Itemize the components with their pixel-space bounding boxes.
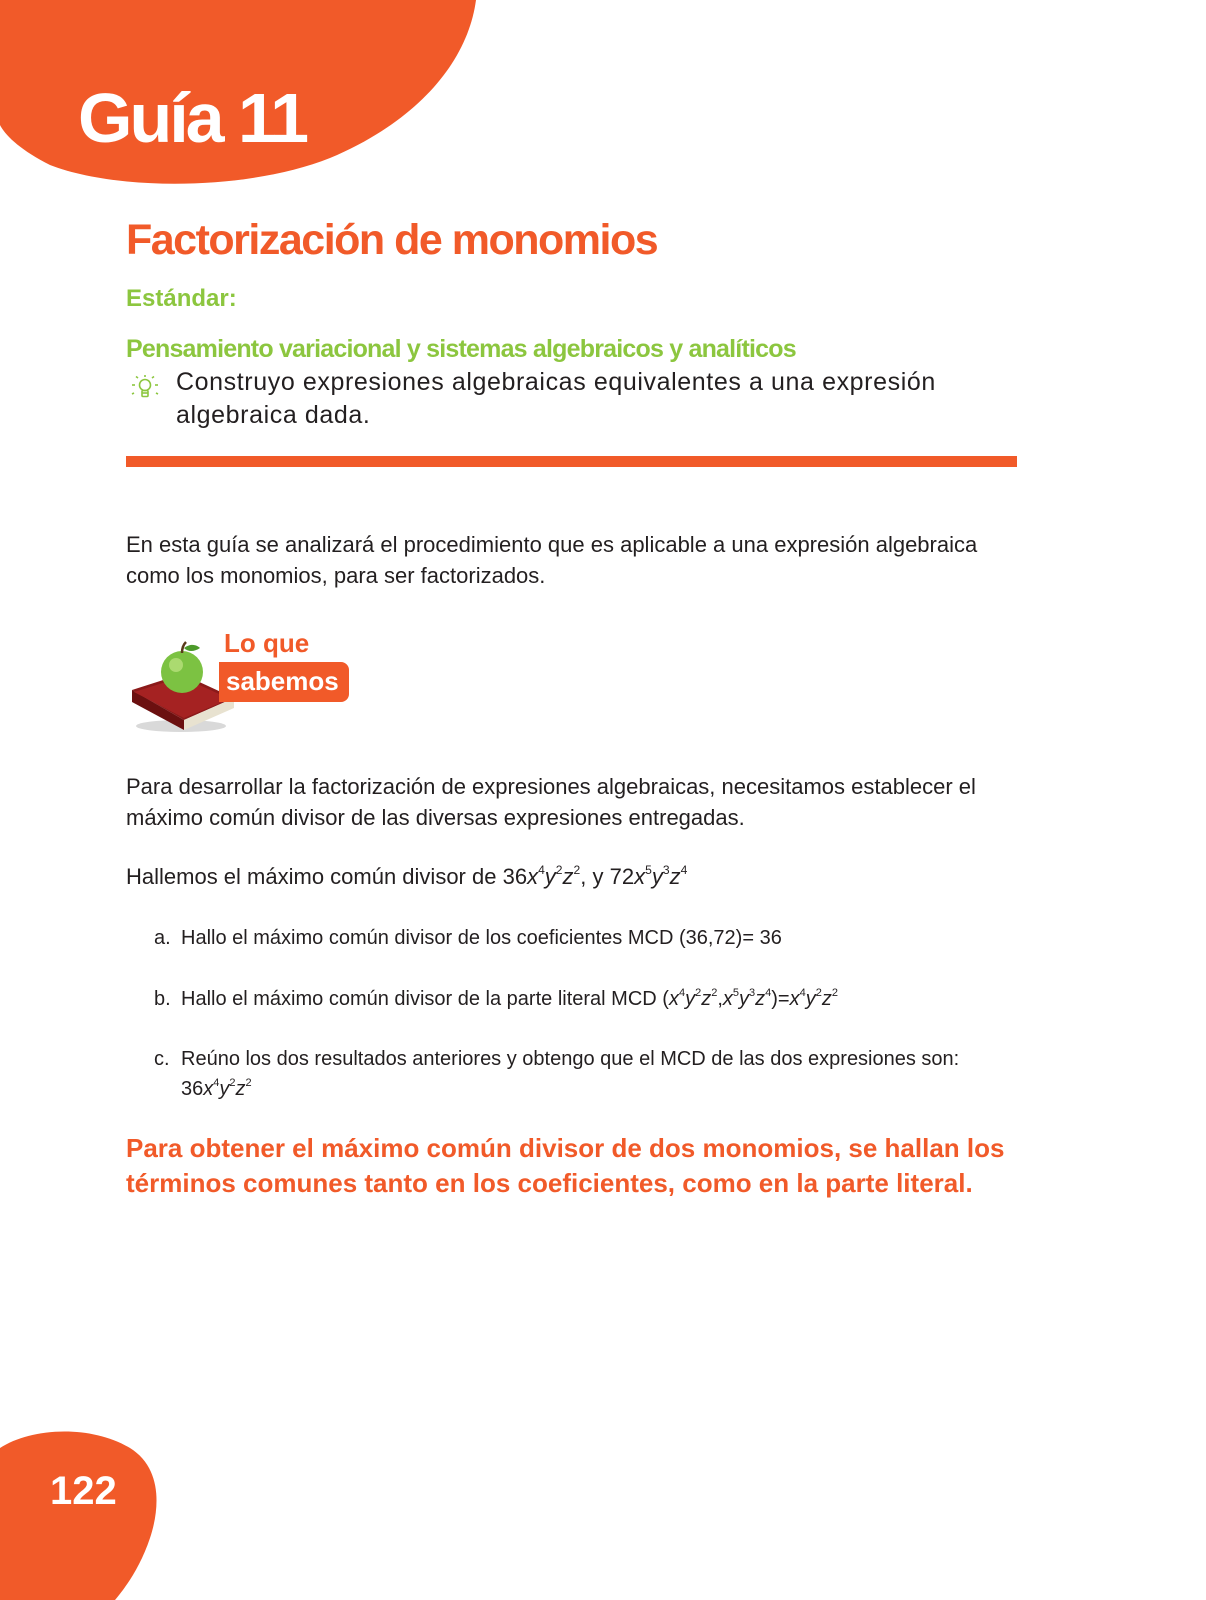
guide-label: Guía 11 (78, 79, 307, 157)
item-a-text: Hallo el máximo común divisor de los coeficientes MCD (36,72)= 36 (181, 927, 782, 949)
example-sep: , y (580, 864, 610, 889)
intro-paragraph: En esta guía se analizará el procedimiento que es aplicable a una expresión algebraica como los monomios, para ser factorizados. (126, 532, 978, 588)
standard-label: Estándar: (126, 285, 237, 312)
example-prefix: Hallemos el máximo común divisor de (126, 864, 503, 889)
item-c-letter: c. (154, 1048, 170, 1070)
lo-que-sabemos-subtitle: sabemos (226, 666, 339, 696)
standard-area: Pensamiento variacional y sistemas algebraicos y analíticos (126, 335, 796, 363)
page-title: Factorización de monomios (126, 216, 658, 264)
item-c-math: $36x^4y^2z^2$ (181, 1076, 252, 1100)
item-a-letter: a. (154, 927, 171, 949)
lightbulb-icon (130, 374, 160, 402)
example-expr1: $36x^4y^2z^2$ (502, 862, 581, 889)
body-paragraph: Para desarrollar la factorización de expresiones algebraicas, necesitamos establecer el máximo común divisor de las diversas expresiones entregadas. (126, 774, 976, 830)
item-b-letter: b. (154, 988, 171, 1010)
example-line (126, 862, 687, 892)
key-takeaway: Para obtener el máximo común divisor de dos monomios, se hallan los términos comunes tanto en los coeficientes, como en la parte literal. (126, 1133, 1005, 1198)
lo-que-sabemos-title: Lo que (224, 628, 310, 658)
section-divider (126, 456, 1017, 467)
item-c-text: Reúno los dos resultados anteriores y obtengo que el MCD de las dos expresiones son: (181, 1048, 960, 1070)
page-number: 122 (50, 1469, 117, 1513)
standard-text: Construyo expresiones algebraicas equivalentes a una expresión algebraica dada. (176, 368, 936, 429)
example-expr2: $72x^5y^3z^4$ (609, 862, 688, 889)
item-b-text: Hallo el máximo común divisor de la parte literal MCD $(x^4y^2z^2,x^5y^3z^4)=x^4y^2z^2$ (181, 986, 838, 1010)
